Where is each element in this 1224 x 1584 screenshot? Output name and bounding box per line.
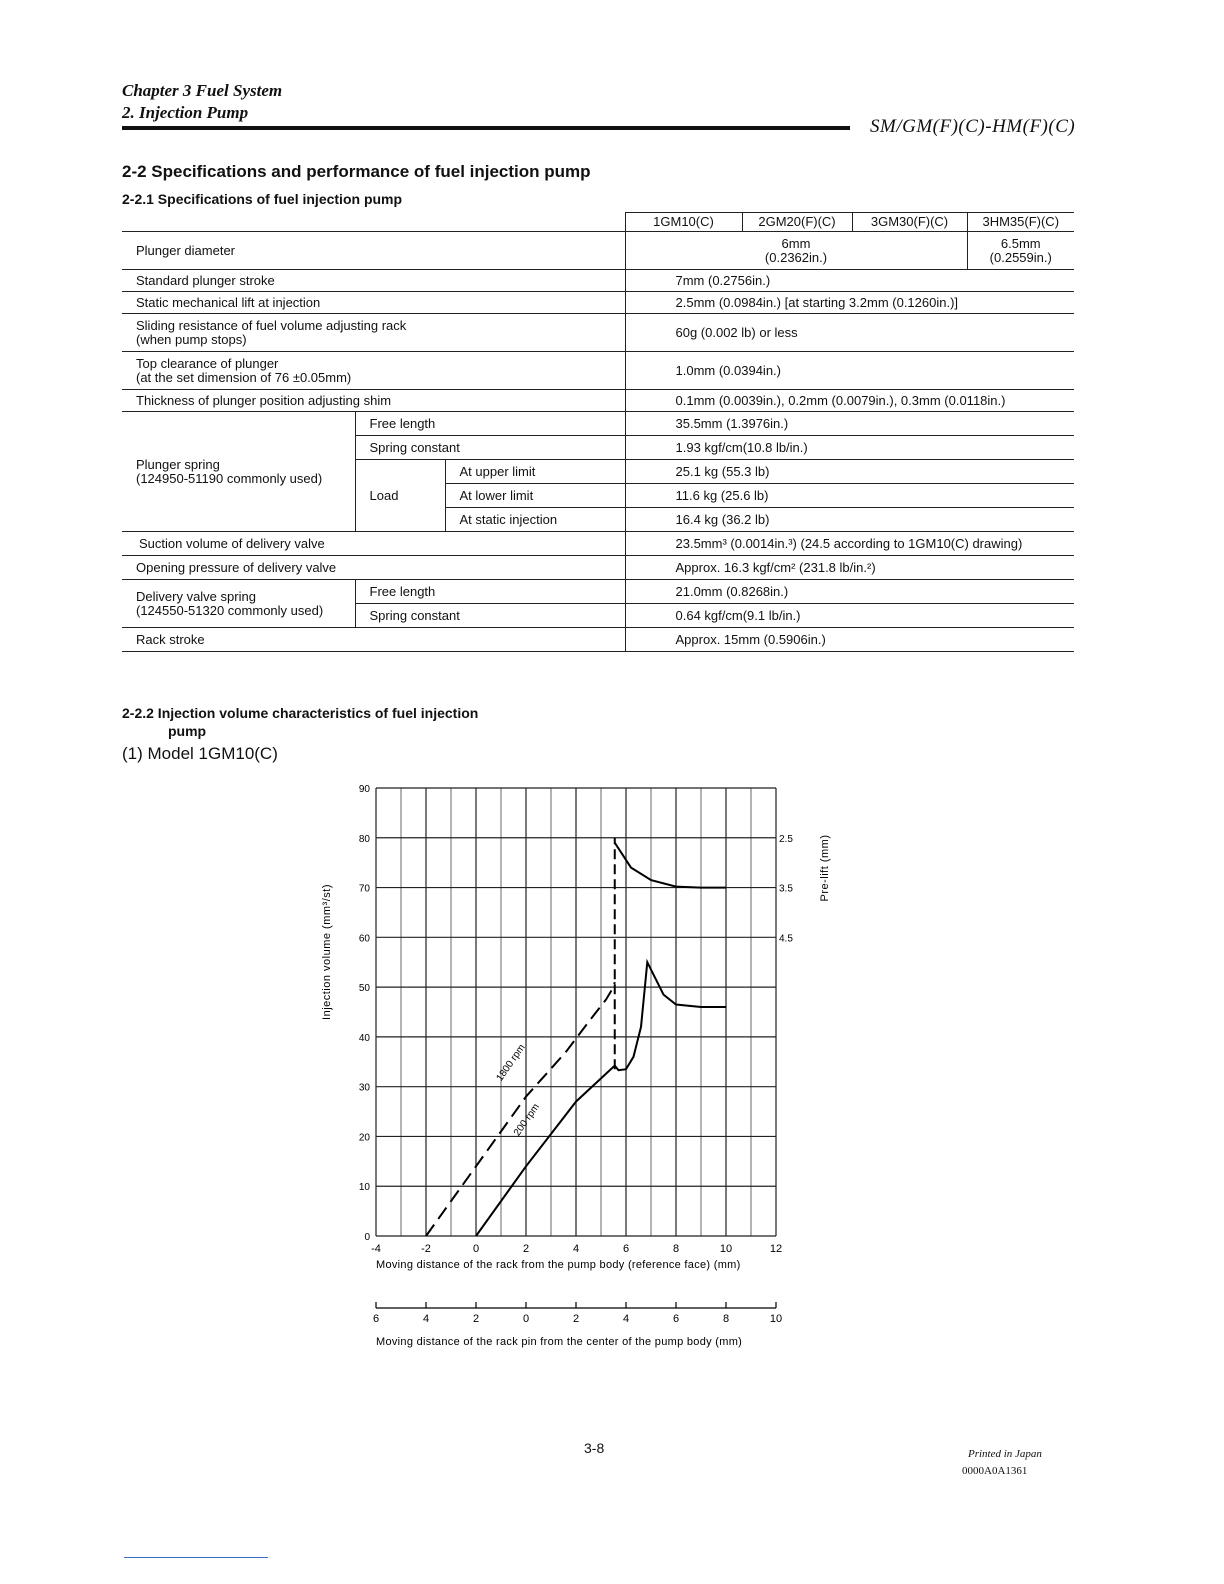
document-code: 0000A0A1361 <box>962 1465 1028 1477</box>
cell-value: 0.64 kgf/cm(9.1 lb/in.) <box>625 604 1074 628</box>
prelift-axis-label: Pre-lift (mm) <box>819 834 831 902</box>
table-row <box>122 352 1074 390</box>
prelift-tick-label: 3.5 <box>779 883 793 895</box>
header-rule <box>122 126 850 130</box>
subsection-heading-specs: 2-2.1 Specifications of fuel injection pump <box>122 191 403 207</box>
section-heading: 2-2 Specifications and performance of fuel injection pump <box>122 162 591 181</box>
cell-value: 25.1 kg (55.3 lb) <box>625 460 1074 484</box>
cell-value: 2.5mm (0.0984in.) [at starting 3.2mm (0.1260in.)] <box>625 292 1074 314</box>
y-tick-label: 90 <box>358 784 370 795</box>
chapter-header <box>122 80 282 124</box>
sub-label: Spring constant <box>355 604 625 628</box>
secondary-tick-label: 6 <box>372 1313 380 1325</box>
cell-value: 60g (0.002 lb) or less <box>625 314 1074 352</box>
table-row <box>122 390 1074 412</box>
model-header: 3HM35(F)(C) <box>967 213 1074 232</box>
model-range: SM/GM(F)(C)-HM(F)(C) <box>870 116 1076 137</box>
cell-value: 35.5mm (1.3976in.) <box>625 412 1074 436</box>
cell-value: 7mm (0.2756in.) <box>625 270 1074 292</box>
y-axis-label: Injection volume (mm³/st) <box>321 884 333 1020</box>
row-label: Delivery valve spring (124550-51320 commonly used) <box>122 580 355 628</box>
page-number: 3-8 <box>584 1440 605 1456</box>
y-tick-label: 40 <box>358 1032 370 1044</box>
row-label: Plunger spring (124950-51190 commonly used) <box>122 412 355 532</box>
row-label: Standard plunger stroke <box>136 272 275 288</box>
series-line <box>426 982 615 1236</box>
table-row <box>122 580 1074 604</box>
x-tick-label: -2 <box>421 1243 431 1255</box>
model-header: 3GM30(F)(C) <box>852 213 967 232</box>
y-tick-label: 30 <box>358 1082 370 1094</box>
series-line <box>615 843 726 888</box>
cell-value: 1.93 kgf/cm(10.8 lb/in.) <box>625 436 1074 460</box>
y-tick-labels <box>359 784 371 1243</box>
sub-label: At lower limit <box>459 487 534 503</box>
cell-value: 11.6 kg (25.6 lb) <box>625 484 1074 508</box>
table-row <box>122 532 1074 556</box>
secondary-tick-label: 4 <box>622 1313 630 1325</box>
secondary-axis-label: Moving distance of the rack pin from the center of the pump body (mm) <box>376 1336 743 1348</box>
secondary-tick-label: 2 <box>572 1313 580 1325</box>
row-label: Static mechanical lift at injection <box>136 294 321 310</box>
secondary-tick-label: 10 <box>769 1313 783 1325</box>
series-label-1800rpm: 1800 rpm <box>494 1042 528 1084</box>
x-tick-labels <box>371 1243 782 1255</box>
x-tick-label: 4 <box>572 1243 580 1255</box>
table-row <box>122 556 1074 580</box>
sub-label: Load <box>355 460 445 532</box>
row-label: Thickness of plunger position adjusting shim <box>136 392 392 408</box>
secondary-tick-label: 0 <box>522 1313 530 1325</box>
x-tick-label: 0 <box>472 1243 480 1255</box>
cell-value: Approx. 15mm (0.5906in.) <box>625 628 1074 652</box>
y-tick-label: 0 <box>364 1232 370 1243</box>
row-label: Sliding resistance of fuel volume adjusting rack (when pump stops) <box>136 317 407 347</box>
table-row <box>122 270 1074 292</box>
secondary-x-axis <box>373 1302 782 1325</box>
x-tick-label: 2 <box>522 1243 530 1255</box>
cell-value: 16.4 kg (36.2 lb) <box>625 508 1074 532</box>
table-header-row <box>122 213 1074 232</box>
prelift-tick-label: 2.5 <box>779 833 793 845</box>
table-row <box>122 628 1074 652</box>
x-axis-label: Moving distance of the rack from the pump body (reference face) (mm) <box>376 1259 741 1271</box>
x-tick-label: 6 <box>622 1243 630 1255</box>
row-label: Suction volume of delivery valve <box>139 535 325 551</box>
cell-value: 6.5mm (0.2559in.) <box>967 232 1074 270</box>
prelift-tick-label: 4.5 <box>779 933 793 945</box>
y-tick-label: 80 <box>358 833 370 845</box>
y-tick-label: 10 <box>358 1182 370 1194</box>
secondary-tick-label: 8 <box>722 1313 730 1325</box>
row-label: Rack stroke <box>136 631 205 647</box>
table-row <box>122 314 1074 352</box>
injection-volume-chart <box>310 776 870 1366</box>
sub-label: Spring constant <box>355 436 625 460</box>
chart-grid <box>376 788 776 1236</box>
cell-value: 0.1mm (0.0039in.), 0.2mm (0.0079in.), 0.3mm (0.0118in.) <box>625 390 1074 412</box>
sub-label: Free length <box>355 412 625 436</box>
x-tick-label: -4 <box>371 1243 381 1255</box>
secondary-tick-label: 2 <box>472 1313 480 1325</box>
cell-value: 21.0mm (0.8268in.) <box>625 580 1074 604</box>
model-header: 2GM20(F)(C) <box>742 213 852 232</box>
table-row <box>122 412 1074 436</box>
row-label: Plunger diameter <box>136 242 235 258</box>
secondary-tick-label: 6 <box>672 1313 680 1325</box>
model-heading: (1) Model 1GM10(C) <box>122 744 278 763</box>
row-label: Opening pressure of delivery valve <box>136 559 337 575</box>
prelift-tick-labels <box>779 834 793 945</box>
series-label-200rpm: 200 rpm <box>511 1101 543 1139</box>
x-tick-label: 10 <box>719 1243 733 1255</box>
y-tick-label: 50 <box>358 983 370 995</box>
cell-value: 6mm (0.2362in.) <box>625 232 967 270</box>
subsection-heading-characteristics: 2-2.2 Injection volume characteristics of fuel injection pump <box>122 705 479 739</box>
sub-label: At upper limit <box>459 463 536 479</box>
sub-label: At static injection <box>459 511 558 527</box>
footer-line <box>124 1557 268 1558</box>
cell-value: 1.0mm (0.0394in.) <box>625 352 1074 390</box>
table-row <box>122 232 1074 270</box>
model-header: 1GM10(C) <box>625 213 742 232</box>
y-tick-label: 20 <box>358 1132 370 1144</box>
cell-value: Approx. 16.3 kgf/cm² (231.8 lb/in.²) <box>625 556 1074 580</box>
sub-label: Free length <box>355 580 625 604</box>
x-tick-label: 8 <box>672 1243 680 1255</box>
x-tick-label: 12 <box>769 1243 783 1255</box>
y-tick-label: 70 <box>358 883 370 895</box>
row-label: Top clearance of plunger (at the set dimension of 76 ±0.05mm) <box>136 355 352 385</box>
section-title-header: 2. Injection Pump <box>122 103 249 122</box>
y-tick-label: 60 <box>358 933 370 945</box>
secondary-tick-label: 4 <box>422 1313 430 1325</box>
spec-table <box>122 212 1074 652</box>
cell-value: 23.5mm³ (0.0014in.³) (24.5 according to 1GM10(C) drawing) <box>625 532 1074 556</box>
table-row <box>122 292 1074 314</box>
printed-note: Printed in Japan <box>968 1448 1042 1460</box>
chapter-title: Chapter 3 Fuel System <box>122 81 283 100</box>
